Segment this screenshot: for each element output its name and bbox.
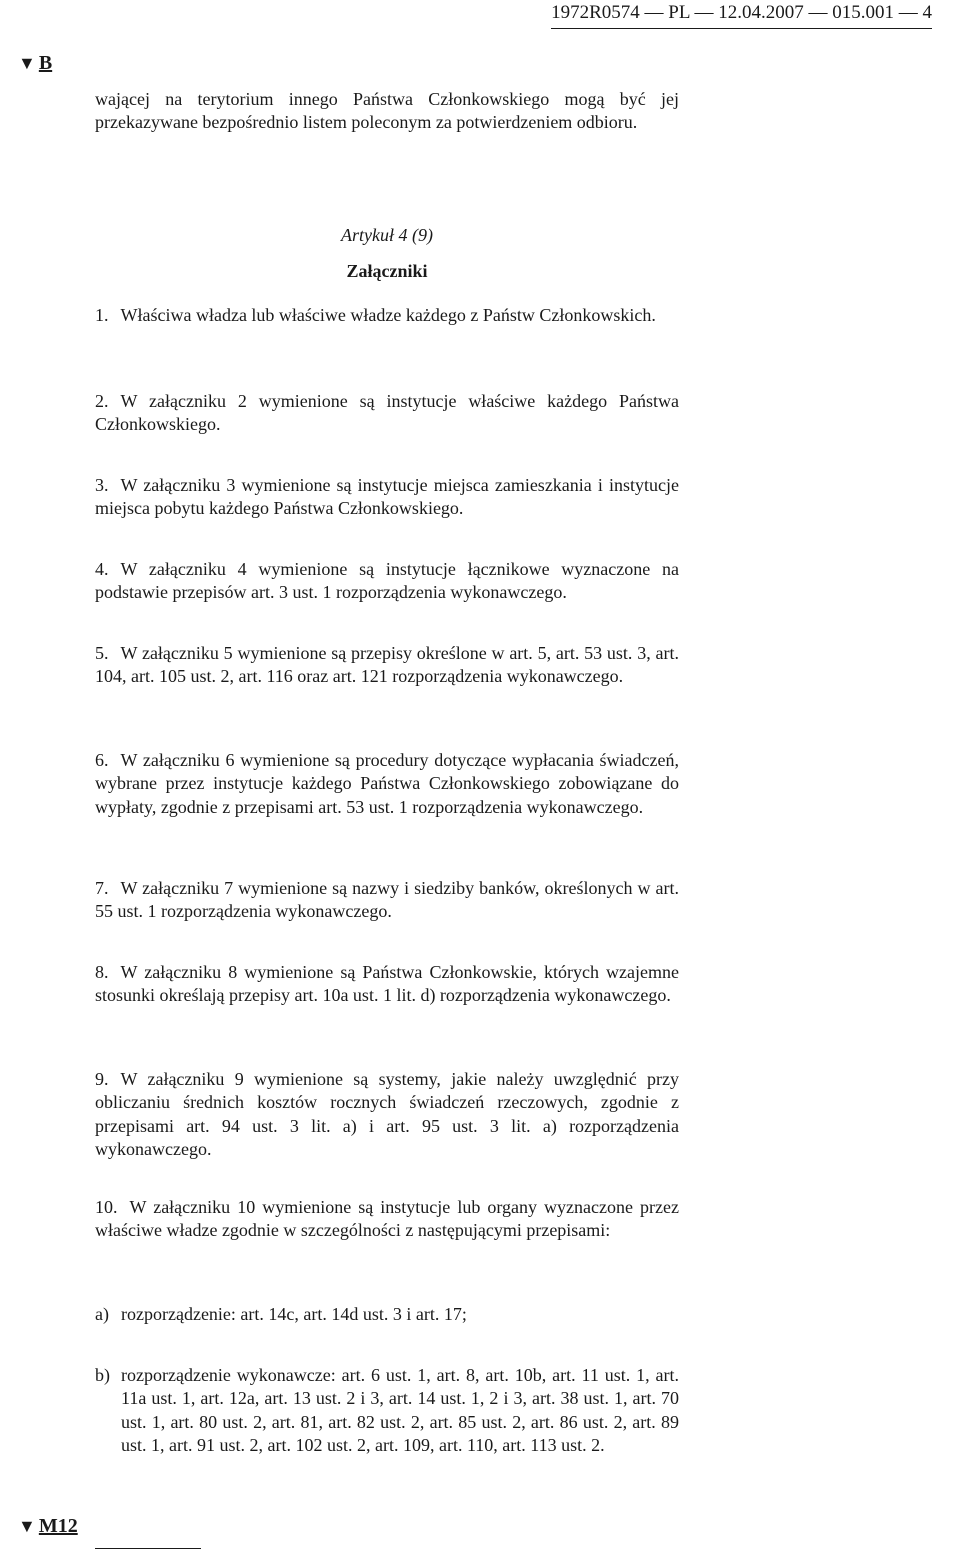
paragraph-text: W załączniku 10 wymienione są instytucje lub organy wyznaczone przez właściwe władze zgodnie w szczególności z następującymi przepisami:: [95, 1197, 679, 1241]
triangle-down-icon: ▼: [18, 53, 36, 73]
paragraph-text: Właściwa władza lub właściwe władze każdego z Państw Członkowskich.: [120, 305, 656, 325]
paragraph-text: W załączniku 5 wymienione są przepisy określone w art. 5, art. 53 ust. 3, art. 104, art. 105 ust. 2, art. 116 oraz art. 121 rozporządzenia wykonawczego.: [95, 643, 679, 687]
marker-code: M12: [38, 1515, 78, 1537]
paragraph-3: [95, 474, 679, 521]
amendment-marker-m12: [18, 1515, 78, 1537]
paragraph-text: W załączniku 6 wymienione są procedury dotyczące wypłacania świadczeń, wybrane przez instytucje każdego Państwa Członkowskiego zobowiązane do wypłaty, zgodnie z przepisami art. 53 ust. 1 rozporządzenia wykonawczego.: [95, 750, 679, 817]
article-title: Artykuł 4 (9): [341, 225, 433, 245]
paragraph-1: [95, 304, 679, 327]
list-item-text: rozporządzenie: art. 14c, art. 14d ust. 3 i art. 17;: [121, 1304, 467, 1324]
list-item-a: [95, 1303, 679, 1326]
paragraph-number: 7.: [95, 878, 109, 898]
marker-code: B: [38, 52, 53, 74]
paragraph-text: W załączniku 9 wymienione są systemy, jakie należy uwzględnić przy obliczaniu średnich kosztów rocznych świadczeń rzeczowych, zgodnie z przepisami art. 94 ust. 3 lit. a) i art. 95 ust. 3 lit. a) rozporządzenia wykonawczego.: [95, 1069, 679, 1159]
paragraph-2: [95, 390, 679, 437]
paragraph-text: W załączniku 8 wymienione są Państwa Członkowskie, których wzajemne stosunki określają przepisy art. 10a ust. 1 lit. d) rozporządzenia wykonawczego.: [95, 962, 679, 1006]
paragraph-10: [95, 1196, 679, 1243]
list-item-label: a): [95, 1304, 109, 1324]
intro-text: wającej na terytorium innego Państwa Członkowskiego mogą być jej przekazywane bezpośrednio listem poleconym za potwierdzeniem odbioru.: [95, 89, 679, 133]
paragraph-text: W załączniku 3 wymienione są instytucje miejsca zamieszkania i instytucje miejsca pobytu każdego Państwa Członkowskiego.: [95, 475, 679, 519]
list-item-label: b): [95, 1365, 110, 1385]
paragraph-4: [95, 558, 679, 605]
paragraph-8: [95, 961, 679, 1008]
paragraph-number: 3.: [95, 475, 109, 495]
intro-paragraph: [95, 88, 679, 135]
paragraph-number: 6.: [95, 750, 109, 770]
paragraph-9: [95, 1068, 679, 1161]
page-header: 1972R0574 — PL — 12.04.2007 — 015.001 — 4: [551, 0, 932, 29]
paragraph-number: 5.: [95, 643, 109, 663]
triangle-down-icon: ▼: [18, 1516, 36, 1536]
paragraph-number: 10.: [95, 1197, 118, 1217]
paragraph-7: [95, 877, 679, 924]
paragraph-text: W załączniku 7 wymienione są nazwy i siedziby banków, określonych w art. 55 ust. 1 rozporządzenia wykonawczego.: [95, 878, 679, 922]
article-subtitle: Załączniki: [346, 261, 428, 281]
paragraph-6: [95, 749, 679, 819]
footnote-separator: [95, 1548, 201, 1549]
paragraph-number: 2.: [95, 391, 109, 411]
paragraph-number: 4.: [95, 559, 109, 579]
list-item-b: [95, 1364, 679, 1457]
amendment-marker-b: [18, 52, 52, 74]
paragraph-number: 9.: [95, 1069, 109, 1089]
paragraph-text: W załączniku 2 wymienione są instytucje właściwe każdego Państwa Członkowskiego.: [95, 391, 679, 435]
paragraph-number: 1.: [95, 305, 109, 325]
list-item-text: rozporządzenie wykonawcze: art. 6 ust. 1, art. 8, art. 10b, art. 11 ust. 1, art. 11a ust. 1, art. 12a, art. 13 ust. 2 i 3, art. 14 ust. 1, 2 i 3, art. 38 ust. 1, art. 70 ust. 1, art. 80 ust. 2, art. 81, art. 82 ust. 2, art. 85 ust. 2, art. 86 ust. 2, art. 89 ust. 1, art. 91 ust. 2, art. 102 ust. 2, art. 109, art. 110, art. 113 ust. 2.: [121, 1365, 679, 1455]
paragraph-text: W załączniku 4 wymienione są instytucje łącznikowe wyznaczone na podstawie przepisów art. 3 ust. 1 rozporządzenia wykonawczego.: [95, 559, 679, 603]
paragraph-number: 8.: [95, 962, 109, 982]
paragraph-5: [95, 642, 679, 689]
